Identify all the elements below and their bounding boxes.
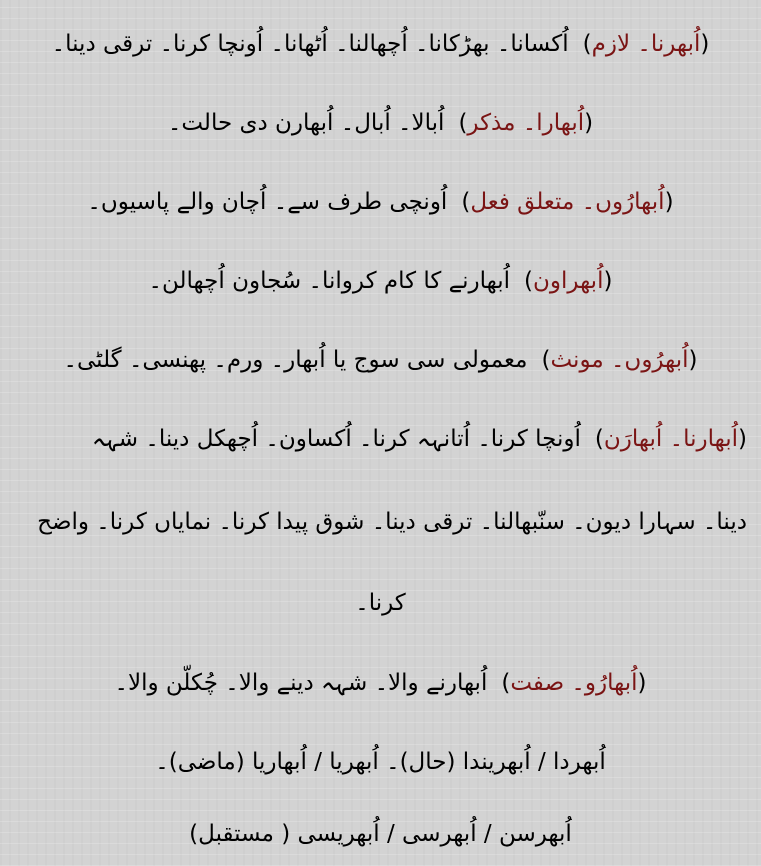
entry-ubhraon: (اُبھراون)اُبھارنے کا کام کروانا۔ سُجاون اُچھالن۔ [148,268,613,294]
entry-ubhron: (اُبھرُوں۔ مونث)معمولی سی سوج یا اُبھار۔ ورم۔ پھنسی۔ گلٹی۔ [63,347,698,373]
headword: اُبھارُوں۔ متعلق فعل [470,189,665,215]
conjugation-present-past: اُبھردا / اُبھریندا (حال)۔ اُبھریا / اُبھاریا (ماضی)۔ [155,749,606,775]
headword: اُبھارنا۔ اُبھارَن [603,426,739,452]
definition: اُبھارنے کا کام کروانا۔ سُجاون اُچھالن۔ [148,268,510,294]
definition: معمولی سی سوج یا اُبھار۔ ورم۔ پھنسی۔ گلٹی۔ [63,347,528,373]
definition-continuation: دینا۔ سہارا دیون۔ سنّبھالنا۔ ترقی دینا۔ شوق پیدا کرنا۔ نمایاں کرنا۔ واضح [37,509,747,535]
entry-ubharna: (اُبھرنا۔ لازم)اُکسانا۔ بھڑکانا۔ اُچھالنا۔ اُٹھانا۔ اُونچا کرنا۔ ترقی دینا۔ [51,31,710,57]
entry-ubharon: (اُبھارُوں۔ متعلق فعل)اُونچی طرف سے۔ اُچان والے پاسیوں۔ [87,189,674,215]
headword: اُبھراون [532,268,604,294]
headword: اُبھرنا۔ لازم [591,31,701,57]
entry-ubharna-transitive: (اُبھارنا۔ اُبھارَن)اُونچا کرنا۔ اُتانہہ کرنا۔ اُکساون۔ اُچھکل دینا۔ شہہ [91,426,747,452]
conjugation-future: اُبھرسن / اُبھرسی / اُبھریسی ( مستقبل) [189,821,572,847]
definition: اُونچی طرف سے۔ اُچان والے پاسیوں۔ [87,189,448,215]
headword: اُبھارا۔ مذکر [467,110,585,136]
definition: اُبالا۔ اُبال۔ اُبھارن دی حالت۔ [167,110,445,136]
headword: اُبھرُوں۔ مونث [550,347,689,373]
definition: اُکسانا۔ بھڑکانا۔ اُچھالنا۔ اُٹھانا۔ اُونچا کرنا۔ ترقی دینا۔ [51,31,569,57]
definition-continuation: کرنا۔ [355,590,406,616]
definition: اُونچا کرنا۔ اُتانہہ کرنا۔ اُکساون۔ اُچھکل دینا۔ شہہ [91,426,581,452]
entry-ubhara: (اُبھارا۔ مذکر)اُبالا۔ اُبال۔ اُبھارن دی حالت۔ [167,110,594,136]
definition: اُبھارنے والا۔ شہہ دینے والا۔ چُکلّن والا۔ [114,670,488,696]
entry-ubharu: (اُبھارُو۔ صفت)اُبھارنے والا۔ شہہ دینے والا۔ چُکلّن والا۔ [114,670,647,696]
headword: اُبھارُو۔ صفت [510,670,638,696]
